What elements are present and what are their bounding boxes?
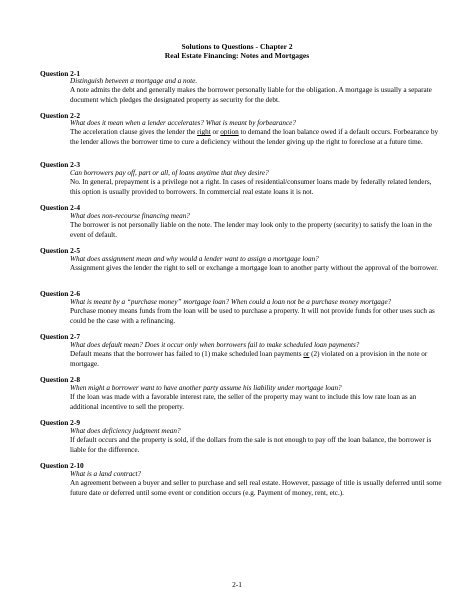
question-block [70, 212, 442, 240]
question-block [70, 119, 442, 147]
question-block [70, 298, 442, 326]
question-text: What does default mean? Does it occur only when borrowers fail to make scheduled loan payments? [70, 341, 360, 349]
question-label: Question 2-5 [40, 246, 81, 255]
question-label: Question 2-1 [40, 69, 81, 78]
question-label: Question 2-3 [40, 160, 81, 169]
question-text: Can borrowers pay off, part or all, of loans anytime that they desire? [70, 169, 269, 177]
question-block [70, 384, 442, 412]
question-text: What does assignment mean and why would a lender want to assign a mortgage loan? [70, 255, 319, 263]
question-text: What does deficiency judgment mean? [70, 427, 181, 435]
answer-text [70, 350, 442, 369]
question-block [70, 169, 442, 197]
answer-text: If the loan was made with a favorable interest rate, the seller of the property may want to include this low rate loan as an additional incentive to sell the property. [70, 393, 417, 411]
answer-text: An agreement between a buyer and seller to purchase and sell real estate. However, passage of title is usually deferred until some future date or deferred until some event or condition occurs (e.g. Payment of money, rent, etc.). [70, 479, 442, 497]
question-block [70, 77, 442, 105]
question-block [70, 341, 442, 369]
question-label: Question 2-6 [40, 289, 81, 298]
answer-underlined-word: right [197, 128, 211, 137]
question-block [70, 255, 442, 274]
answer-underlined-word: or [303, 350, 310, 359]
question-label: Question 2-7 [40, 332, 81, 341]
answer-text [70, 128, 442, 147]
question-text: Distinguish between a mortgage and a note. [70, 77, 198, 85]
question-block [70, 470, 442, 498]
question-text: What is a land contract? [70, 470, 142, 478]
answer-segment: or [210, 128, 221, 137]
question-text: What does non-recourse financing mean? [70, 212, 190, 220]
question-label: Question 2-8 [40, 375, 81, 384]
page-number: 2-1 [232, 580, 242, 589]
answer-segment: to demand the loan balance owed if a default occurs. Forbearance by the lender allows the borrower time to cure a deficiency without the lender giving up the right to foreclose at a future time. [70, 128, 439, 146]
question-text: What is meant by a “purchase money” mortgage loan? When could a loan not be a purchase money mortgage? [70, 298, 392, 306]
answer-segment: Default means that the borrower has failed to (1) make scheduled loan payments [70, 350, 304, 359]
answer-text: A note admits the debt and generally makes the borrower personally liable for the obligation. A mortgage is usually a separate document which pledges the designated property as security for the debt. [70, 86, 432, 104]
answer-underlined-word: option [220, 128, 239, 137]
document-subtitle: Real Estate Financing: Notes and Mortgages [164, 51, 310, 60]
answer-text: If default occurs and the property is sold, if the dollars from the sale is not enough to pay off the loan balance, the borrower is liable for the difference. [70, 436, 432, 454]
question-label: Question 2-2 [40, 111, 81, 120]
answer-text: Purchase money means funds from the loan will be used to purchase a property. It will not provide funds for other uses such as could be the case with a refinancing. [70, 307, 435, 325]
question-label: Question 2-9 [40, 418, 81, 427]
answer-segment: The acceleration clause gives the lender the [70, 128, 198, 137]
question-label: Question 2-10 [40, 461, 84, 470]
question-text: When might a borrower want to have another party assume his liability under mortgage loan? [70, 384, 342, 392]
answer-text: The borrower is not personally liable on the note. The lender may look only to the property (security) to satisfy the loan in the event of default. [70, 221, 432, 239]
document-title: Solutions to Questions - Chapter 2 [181, 42, 293, 51]
question-label: Question 2-4 [40, 203, 81, 212]
question-block [70, 427, 442, 455]
answer-text: Assignment gives the lender the right to sell or exchange a mortgage loan to another party without the approval of the borrower. [70, 264, 439, 273]
answer-text: No. In general, prepayment is a privilege not a right. In cases of residential/consumer loans made by federally related lenders, this option is usually provided to borrowers. In commercial real estate loans it is not. [70, 178, 432, 196]
answer-segment: (2) violated on a provision in the note or mortgage. [70, 350, 428, 368]
question-text: What does it mean when a lender accelerates? What is meant by forbearance? [70, 119, 296, 127]
